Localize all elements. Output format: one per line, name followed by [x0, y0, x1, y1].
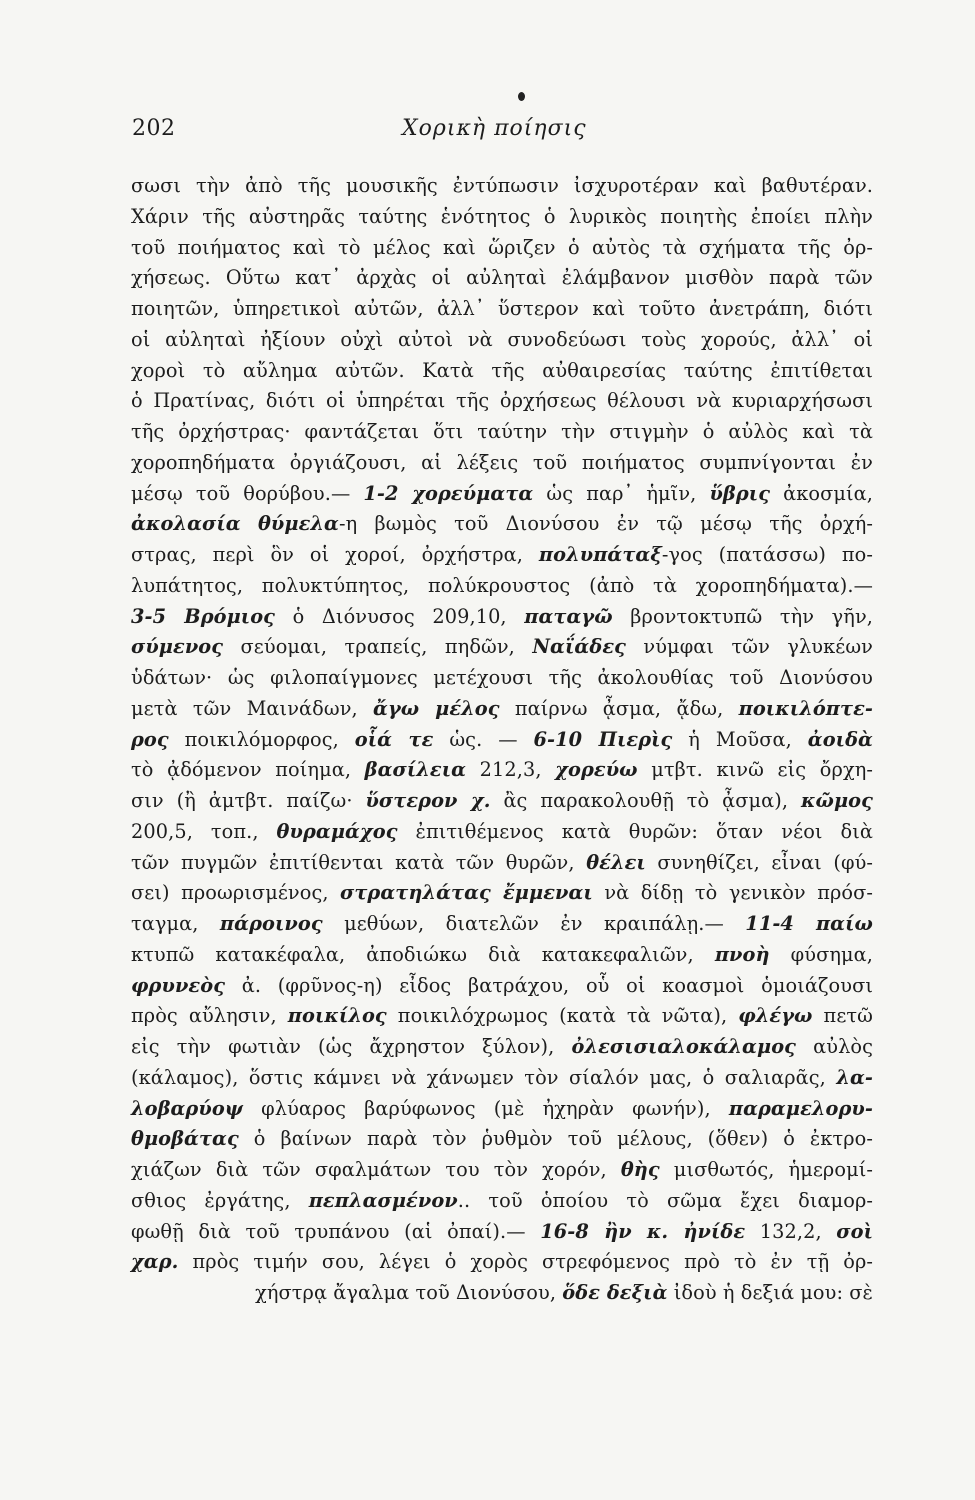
text-line: [131, 755, 873, 786]
text-run: ἡ Μοῦσα,: [672, 727, 808, 751]
lemma: ἄγω μέλος: [373, 696, 500, 720]
text-run: ἰδοὺ ἡ δεξιά μου: σὲ: [667, 1281, 873, 1304]
text-run: -γος (πατάσσω) πο-: [661, 543, 873, 566]
text-run: τὸ ᾀδόμενον ποίημα,: [131, 758, 365, 782]
text-run: μτβτ. κινῶ εἰς ὄρχη-: [637, 758, 874, 782]
lemma: θύμελα: [257, 512, 339, 536]
text-line: [131, 571, 873, 602]
text-line: [131, 786, 873, 817]
text-run: εἰς τὴν φωτιὰν (ὡς ἄχρηστον ξύλον),: [131, 1035, 572, 1058]
text-run: στρας, περὶ ὃν οἱ χοροί, ὀρχήστρα,: [131, 543, 539, 566]
text-line: [131, 1155, 873, 1186]
lemma: λοβαρύοψ: [131, 1096, 244, 1120]
text-line: [131, 1063, 873, 1094]
text-run: σεύομαι, τραπείς, πηδῶν,: [223, 635, 533, 659]
text-run: ἐπιτιθέμενος κατὰ θυρῶν: ὅταν νέοι διὰ: [397, 819, 874, 843]
lemma: ὅδε δεξιὰ: [562, 1281, 668, 1304]
text-run: ὡς. —: [433, 727, 534, 751]
lemma: θμοβάτας: [131, 1127, 239, 1151]
text-line: [131, 878, 873, 909]
text-line: [131, 386, 873, 417]
text-run: χήστρᾳ ἄγαλμα τοῦ Διονύσου,: [255, 1281, 563, 1304]
lemma: παραμελορυ-: [728, 1096, 873, 1120]
text-run: φωθῇ διὰ τοῦ τρυπάνου (αἱ ὀπαί).—: [131, 1219, 541, 1243]
lemma: πολυπάταξ: [538, 543, 662, 566]
lemma: πνοὴ: [714, 942, 770, 966]
text-run: τοῦ ποιήματος καὶ τὸ μέλος καὶ ὥριζεν ὁ αὐτὸς τὰ σχήματα τῆς ὀρ-: [131, 235, 873, 259]
lemma: χαρ.: [131, 1250, 179, 1274]
page-header: [0, 116, 975, 150]
lemma: στρατηλάτας ἔμμεναι: [340, 881, 593, 905]
text-line: [131, 479, 873, 510]
lemma: παταγῶ: [524, 604, 613, 628]
text-line: [131, 909, 873, 940]
text-run: σθιος ἐργάτης,: [131, 1188, 309, 1212]
lemma: σοὶ: [836, 1219, 874, 1243]
text-run: οἱ αὐληταὶ ἠξίουν οὐχὶ αὐτοὶ νὰ συνοδεύωσι τοὺς χορούς, ἀλλ᾿ οἱ: [131, 327, 873, 351]
ink-dot: [518, 92, 525, 101]
text-run: τῶν πυγμῶν ἐπιτίθενται κατὰ τῶν θυρῶν,: [131, 850, 587, 874]
text-run: φλύαρος βαρύφωνος (μὲ ἠχηρὰν φωνήν),: [243, 1096, 729, 1120]
lemma: κῶμος: [800, 789, 873, 812]
text-run: μετὰ τῶν Μαινάδων,: [131, 696, 374, 720]
text-run: ὑδάτων· ὡς φιλοπαίγμονες μετέχουσι τῆς ἀκολουθίας τοῦ Διονύσου: [131, 666, 873, 689]
lemma: θέλει: [586, 850, 646, 874]
text-line: [131, 817, 873, 848]
lemma: ὕστερον χ.: [365, 789, 491, 812]
text-run: ποικιλόμορφος,: [168, 727, 355, 751]
text-line: [131, 940, 873, 971]
text-run: ὁ Πρατίνας, διότι οἱ ὑπηρέται τῆς ὀρχήσεως θέλουσι νὰ κυριαρχήσωσι: [131, 389, 873, 413]
lemma: ποικίλος: [287, 1004, 387, 1028]
text-line: [131, 356, 873, 387]
text-run: .. τοῦ ὁποίου τὸ σῶμα ἔχει διαμορ-: [457, 1188, 873, 1212]
lemma: 6-10 Πιερὶς: [533, 727, 673, 751]
text-run: σωσι τὴν ἀπὸ τῆς μουσικῆς ἐντύπωσιν ἰσχυροτέραν καὶ βαθυτέραν.: [131, 174, 873, 197]
text-run: πρὸς αὔλησιν,: [131, 1004, 288, 1028]
text-run: χοροπηδήματα ὀργιάζουσι, αἱ λέξεις τοῦ ποιήματος συμπνίγονται ἐν: [131, 450, 873, 474]
text-run: ὁ βαίνων παρὰ τὸν ῥυθμὸν τοῦ μέλους, (ὅθεν) ὁ ἐκτρο-: [238, 1127, 873, 1151]
text-run: νὰ δίδῃ τὸ γενικὸν πρόσ-: [592, 881, 873, 905]
text-line: [131, 1001, 873, 1032]
text-run: πετῶ: [812, 1004, 873, 1028]
lemma: ποικιλόπτε-: [738, 696, 873, 720]
text-run: μέσῳ τοῦ θορύβου.—: [131, 481, 364, 505]
lemma: βασίλεια: [364, 758, 467, 782]
text-line: [131, 971, 873, 1002]
text-line: [131, 202, 873, 233]
text-line: [131, 417, 873, 448]
text-run: ταγμα,: [131, 912, 220, 935]
lemma: φρυνεὸς: [131, 973, 226, 997]
lemma: ἀοιδὰ: [807, 727, 873, 751]
text-line: [131, 1186, 873, 1217]
text-run: ποικιλόχρωμος (κατὰ τὰ νῶτα),: [386, 1004, 739, 1028]
text-run: χιάζων διὰ τῶν σφαλμάτων του τὸν χορόν,: [131, 1158, 621, 1181]
lemma: λα-: [836, 1065, 873, 1089]
lemma: 1-2 χορεύματα: [363, 481, 534, 505]
text-line: [131, 694, 873, 725]
text-line: [131, 1247, 873, 1278]
text-run: τῆς ὀρχήστρας· φαντάζεται ὅτι ταύτην τὴν στιγμὴν ὁ αὐλὸς καὶ τὰ: [131, 420, 873, 443]
lemma: πεπλασμένον: [308, 1188, 458, 1212]
text-run: (κάλαμος), ὅστις κάμνει νὰ χάνωμεν τὸν σίαλόν μας, ὁ σαλιαρᾶς,: [131, 1065, 837, 1089]
text-line: [131, 233, 873, 264]
text-line: [131, 1278, 873, 1309]
lemma: ὀλεσισιαλοκάλαμος: [571, 1035, 797, 1058]
running-title: Χορικὴ ποίησις: [402, 116, 587, 141]
text-line: [131, 725, 873, 756]
text-run: ὁ Διόνυσος 209,10,: [275, 604, 525, 628]
body-text: [131, 171, 873, 1309]
lemma: Ναΐάδες: [532, 635, 626, 659]
text-line: [131, 602, 873, 633]
lemma: ἀκολασία: [131, 512, 241, 536]
text-run: λυπάτητος, πολυκτύπητος, πολύκρουστος (ἀπὸ τὰ χοροπηδήματα).—: [131, 573, 873, 597]
text-run: 132,2,: [745, 1219, 837, 1243]
text-line: [131, 1032, 873, 1063]
text-run: [241, 512, 258, 535]
text-line: [131, 663, 873, 694]
text-run: ποιητῶν, ὑπηρετικοὶ αὐτῶν, ἀλλ᾿ ὕστερον καὶ τοῦτο ἀνετράπη, διότι: [131, 297, 873, 320]
text-run: χοροὶ τὸ αὔλημα αὐτῶν. Κατὰ τῆς αὐθαιρεσίας ταύτης ἐπιτίθεται: [131, 358, 873, 382]
text-line: [131, 1124, 873, 1155]
lemma: σύμενος: [131, 635, 224, 659]
text-run: μεθύων, διατελῶν ἐν κραιπάλῃ.—: [322, 912, 746, 935]
text-line: [131, 171, 873, 202]
text-run: ἀκοσμία,: [770, 481, 873, 505]
text-run: Χάριν τῆς αὐστηρᾶς ταύτης ἑνότητος ὁ λυρικὸς ποιητὴς ἐποίει πλὴν: [131, 204, 873, 228]
text-run: βροντοκτυπῶ τὴν γῆν,: [612, 604, 874, 628]
text-line: [131, 1217, 873, 1248]
text-line: [131, 263, 873, 294]
lemma: χορεύω: [555, 758, 638, 782]
text-run: ὡς παρ᾿ ἡμῖν,: [533, 481, 710, 505]
text-run: 212,3,: [466, 758, 556, 782]
lemma: 16-8 ἢν κ. ἠνίδε: [540, 1219, 746, 1243]
text-line: [131, 632, 873, 663]
text-run: σει) προωρισμένος,: [131, 881, 341, 905]
text-run: ἀ. (φρῦνος-η) εἶδος βατράχου, οὗ οἱ κοασμοὶ ὁμοιάζουσι: [225, 973, 873, 997]
text-run: χήσεως. Οὕτω κατ᾿ ἀρχὰς οἱ αὐληταὶ ἐλάμβανον μισθὸν παρὰ τῶν: [131, 266, 873, 290]
page-number: 202: [132, 116, 176, 141]
text-run: παίρνω ᾆσμα, ᾄδω,: [499, 696, 739, 720]
lemma: ὕβρις: [709, 481, 771, 505]
text-line: [131, 1094, 873, 1125]
text-run: συνηθίζει, εἶναι (φύ-: [645, 850, 874, 874]
text-line: [131, 509, 873, 540]
text-line: [131, 448, 873, 479]
text-run: πρὸς τιμήν σου, λέγει ὁ χορὸς στρεφόμενος πρὸ τὸ ἐν τῇ ὀρ-: [178, 1250, 873, 1274]
lemma: πάροινος: [219, 912, 323, 935]
text-run: κτυπῶ κατακέφαλα, ἀποδιώκω διὰ κατακεφαλιῶν,: [131, 942, 715, 966]
text-run: φύσημα,: [769, 942, 874, 966]
text-run: σιν (ἢ ἀμτβτ. παίζω·: [131, 789, 366, 812]
lemma: θυραμάχος: [276, 819, 398, 843]
text-run: αὐλὸς: [796, 1035, 874, 1058]
text-line: [131, 540, 873, 571]
lemma: θὴς: [620, 1158, 660, 1181]
lemma: 11-4 παίω: [745, 912, 873, 935]
text-line: [131, 325, 873, 356]
lemma: οἷά τε: [354, 727, 434, 751]
text-run: ἂς παρακολουθῇ τὸ ᾆσμα),: [490, 789, 801, 812]
text-run: νύμφαι τῶν γλυκέων: [625, 635, 873, 659]
text-run: μισθωτός, ἡμερομί-: [659, 1158, 873, 1181]
lemma: ρος: [131, 727, 169, 751]
text-run: 200,5, τοπ.,: [131, 819, 277, 843]
text-run: -η βωμὸς τοῦ Διονύσου ἐν τῷ μέσῳ τῆς ὀρχή-: [339, 512, 873, 536]
text-line: [131, 294, 873, 325]
lemma: 3-5 Βρόμιος: [131, 604, 276, 628]
text-line: [131, 848, 873, 879]
lemma: φλέγω: [738, 1004, 813, 1028]
